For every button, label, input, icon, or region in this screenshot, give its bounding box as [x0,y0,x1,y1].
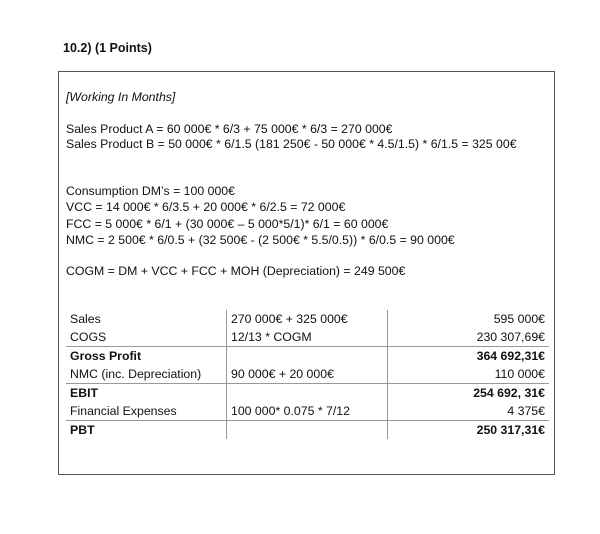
table-row-pbt [66,421,549,440]
table-row-ebit [66,384,549,403]
row-value: 4 375€ [388,402,550,421]
sales-product-b-line: Sales Product B = 50 000€ * 6/1.5 (181 250€ - 50 000€ * 4.5/1.5) * 6/1.5 = 325 00€ [66,137,517,151]
consumption-dm-line: Consumption DM’s = 100 000€ [66,184,235,198]
working-note: [Working In Months] [66,90,176,104]
row-value: 110 000€ [388,365,550,384]
row-label: EBIT [66,384,227,403]
nmc-line: NMC = 2 500€ * 6/0.5 + (32 500€ - (2 500€ * 5.5/0.5)) * 6/0.5 = 90 000€ [66,233,455,247]
row-calculation [227,347,388,366]
row-label: NMC (inc. Depreciation) [70,367,202,381]
row-calculation: 100 000* 0.075 * 7/12 [227,402,388,421]
profit-loss-table [66,310,549,439]
row-calculation [227,421,388,440]
row-label: COGS [70,330,107,344]
question-heading: 10.2) (1 Points) [63,41,152,55]
table-row-financial-expenses [66,402,549,421]
row-calculation [227,384,388,403]
row-value: 254 692, 31€ [388,384,550,403]
fcc-line: FCC = 5 000€ * 6/1 + (30 000€ – 5 000*5/1)* 6/1 = 60 000€ [66,217,389,231]
table-row-cogs [66,328,549,347]
row-label: PBT [66,421,227,440]
vcc-line: VCC = 14 000€ * 6/3.5 + 20 000€ * 6/2.5 = 72 000€ [66,200,346,214]
sales-product-a-line: Sales Product A = 60 000€ * 6/3 + 75 000€ * 6/3 = 270 000€ [66,122,393,136]
row-calculation: 270 000€ + 325 000€ [227,310,388,328]
row-label: Gross Profit [66,347,227,366]
row-value: 230 307,69€ [388,328,550,347]
row-label: Sales [70,312,101,326]
table-row-gross-profit [66,347,549,366]
row-calculation: 12/13 * COGM [227,328,388,347]
row-label: Financial Expenses [70,404,177,418]
cogm-line: COGM = DM + VCC + FCC + MOH (Depreciation) = 249 500€ [66,264,406,278]
table-row-sales [66,310,549,328]
row-calculation: 90 000€ + 20 000€ [227,365,388,384]
table-row-nmc [66,365,549,384]
row-value: 364 692,31€ [388,347,550,366]
row-value: 250 317,31€ [388,421,550,440]
row-value: 595 000€ [388,310,550,328]
